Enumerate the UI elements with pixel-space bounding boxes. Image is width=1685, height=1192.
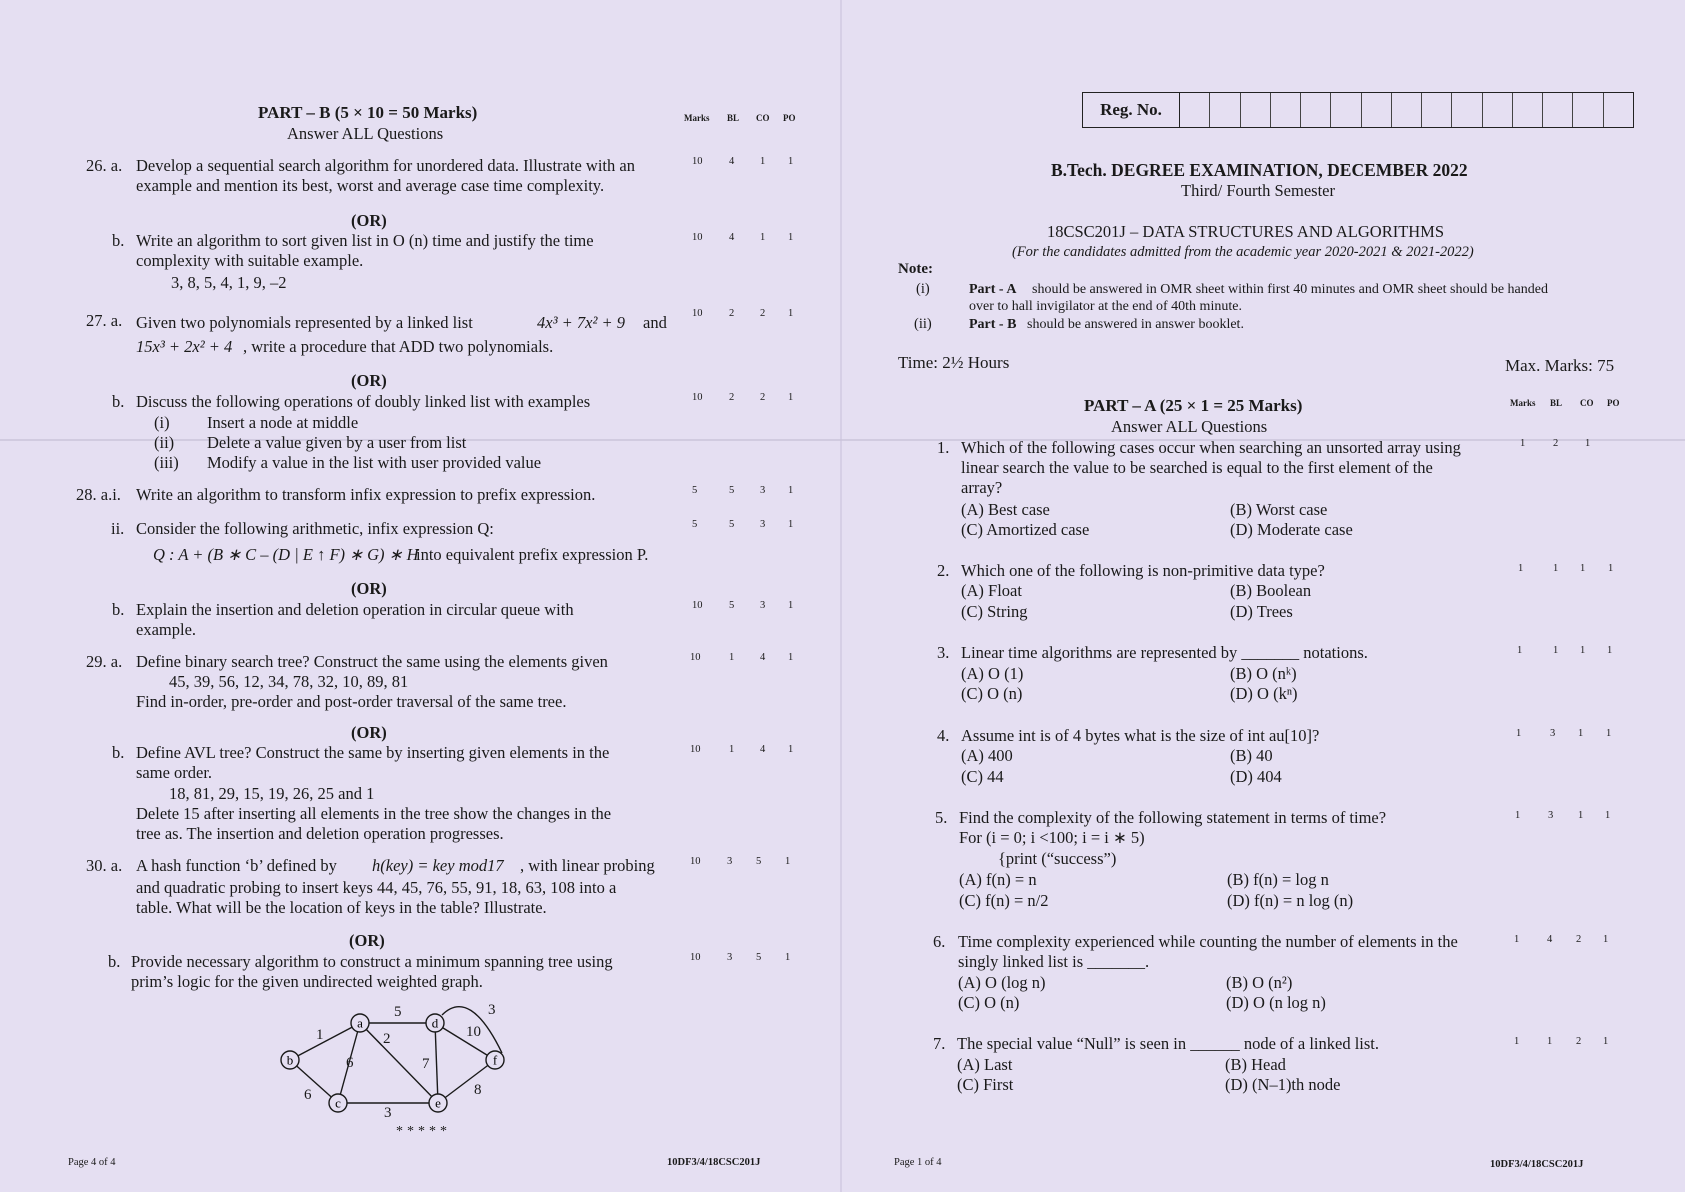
q28aii-marks: 5 <box>692 519 698 530</box>
mcq-number: 1. <box>937 438 950 457</box>
q30a-po: 1 <box>785 856 791 867</box>
q29a-number: 29. a. <box>86 652 123 671</box>
q29a-line1: Define binary search tree? Construct the same using the elements given <box>136 652 608 671</box>
q29b-bl: 1 <box>729 744 735 755</box>
q27b-item-text: Delete a value given by a user from list <box>207 433 467 452</box>
q28aii-co: 3 <box>760 519 766 530</box>
q27a-and: and <box>643 313 667 332</box>
q29b-line5: tree as. The insertion and deletion operation progresses. <box>136 824 504 843</box>
mcq-stem-line1: Find the complexity of the following statement in terms of time? <box>959 808 1387 827</box>
mcq-option-c: (C) First <box>957 1075 1014 1094</box>
q28b-number: b. <box>112 600 125 619</box>
mcq-po: 1 <box>1603 934 1609 945</box>
graph-edge-weight: 6 <box>304 1087 312 1103</box>
semester: Third/ Fourth Semester <box>1181 181 1335 200</box>
q26b-po: 1 <box>788 232 794 243</box>
mcq-option-c: (C) String <box>961 602 1028 621</box>
mcq-co: 1 <box>1585 438 1591 449</box>
q26a-line1: Develop a sequential search algorithm for unordered data. Illustrate with an <box>136 156 635 175</box>
mcq-bl: 4 <box>1547 934 1553 945</box>
graph-node-label: b <box>286 1052 294 1068</box>
mcq-option-a: (A) Float <box>961 581 1022 600</box>
q30b-co: 5 <box>756 952 762 963</box>
mcq-co: 1 <box>1578 810 1584 821</box>
q29b-line3: 18, 81, 29, 15, 19, 26, 25 and 1 <box>169 784 375 803</box>
q27a-po: 1 <box>788 308 794 319</box>
mcq-option-a: (A) O (log n) <box>958 973 1046 992</box>
q28ai-po: 1 <box>788 485 794 496</box>
or-divider: (OR) <box>351 211 387 230</box>
footer-page-number: Page 1 of 4 <box>894 1157 942 1168</box>
q29b-number: b. <box>112 743 125 762</box>
reg-no-box <box>1082 92 1634 128</box>
q27a-marks: 10 <box>692 308 703 319</box>
mcq-stem-line1: Assume int is of 4 bytes what is the size of int au[10]? <box>961 726 1320 745</box>
col-head-bl: BL <box>727 113 740 123</box>
mcq-option-b: (B) 40 <box>1230 746 1273 765</box>
mcq-option-c: (C) O (n) <box>961 684 1023 703</box>
q28ai-co: 3 <box>760 485 766 496</box>
part-a-instruction: Answer ALL Questions <box>1111 417 1268 436</box>
reg-no-cell[interactable] <box>1573 93 1603 127</box>
mcq-option-a: (A) f(n) = n <box>959 870 1037 889</box>
q30a-line3: table. What will be the location of keys in the table? Illustrate. <box>136 898 547 917</box>
q30a-number: 30. a. <box>86 856 123 875</box>
note-i-number: (i) <box>916 281 930 297</box>
mcq-stem-line2: For (i = 0; i <100; i = i ∗ 5) <box>959 828 1145 847</box>
reg-no-cell[interactable] <box>1210 93 1240 127</box>
q28aii-po: 1 <box>788 519 794 530</box>
mcq-option-a: (A) O (1) <box>961 664 1024 683</box>
mcq-option-d: (D) f(n) = n log (n) <box>1227 891 1354 910</box>
q27b-co: 2 <box>760 392 766 403</box>
note-i-part: Part - A <box>969 282 1017 297</box>
mcq-marks: 1 <box>1520 438 1526 449</box>
q30a-co: 5 <box>756 856 762 867</box>
mcq-bl: 2 <box>1553 438 1559 449</box>
q26b-number: b. <box>112 231 125 250</box>
mcq-stem-line1: Which of the following cases occur when searching an unsorted array using <box>961 438 1461 457</box>
q28b-co: 3 <box>760 600 766 611</box>
q29b-marks: 10 <box>690 744 701 755</box>
q27b-line1: Discuss the following operations of doubly linked list with examples <box>136 392 591 411</box>
q30a-line1: A hash function ‘b’ defined by <box>136 856 337 875</box>
reg-no-cell[interactable] <box>1331 93 1361 127</box>
q26a-co: 1 <box>760 156 766 167</box>
mcq-co: 1 <box>1580 563 1586 574</box>
reg-no-cell[interactable] <box>1483 93 1513 127</box>
col-head-bl: BL <box>1550 398 1563 408</box>
q27b-number: b. <box>112 392 125 411</box>
q28ai-line1: Write an algorithm to transform infix expression to prefix expression. <box>136 485 596 504</box>
mcq-option-c: (C) O (n) <box>958 993 1020 1012</box>
q29b-line4: Delete 15 after inserting all elements in the tree show the changes in the <box>136 804 612 823</box>
reg-no-label: Reg. No. <box>1083 93 1180 127</box>
mcq-stem-line3: array? <box>961 478 1003 497</box>
graph-node-label: f <box>492 1052 498 1068</box>
mcq-option-d: (D) O (kⁿ) <box>1230 684 1298 703</box>
q28aii-line2: into equivalent prefix expression P. <box>416 545 649 564</box>
mcq-po: 1 <box>1603 1036 1609 1047</box>
mcq-stem-line1: Time complexity experienced while counting the number of elements in the <box>958 932 1458 951</box>
q30a-line2: and quadratic probing to insert keys 44, 45, 76, 55, 91, 18, 63, 108 into a <box>136 878 617 897</box>
graph-node-label: c <box>335 1095 341 1111</box>
mcq-option-b: (B) Worst case <box>1230 500 1328 519</box>
mcq-number: 4. <box>937 726 950 745</box>
or-divider: (OR) <box>351 371 387 390</box>
reg-no-cell[interactable] <box>1180 93 1210 127</box>
q26a-bl: 4 <box>729 156 735 167</box>
q30b-number: b. <box>108 952 121 971</box>
q27a-poly2: 15x³ + 2x² + 4 <box>136 337 233 356</box>
part-b-instruction: Answer ALL Questions <box>287 124 444 143</box>
q27b-bl: 2 <box>729 392 735 403</box>
graph-edge-weight: 3 <box>488 1002 496 1018</box>
mcq-bl: 1 <box>1547 1036 1553 1047</box>
q27b-po: 1 <box>788 392 794 403</box>
reg-no-cell[interactable] <box>1362 93 1392 127</box>
reg-no-cell[interactable] <box>1543 93 1573 127</box>
q30a-hash-function: h(key) = key mod17 <box>372 856 504 875</box>
mcq-option-b: (B) Boolean <box>1230 581 1312 600</box>
col-head-po: PO <box>1607 398 1620 408</box>
or-divider: (OR) <box>349 931 385 950</box>
q26b-line3: 3, 8, 5, 4, 1, 9, –2 <box>171 273 287 292</box>
q27a-co: 2 <box>760 308 766 319</box>
q27b-item-num: (i) <box>154 413 170 432</box>
note-ii-part: Part - B <box>969 317 1017 332</box>
q28b-marks: 10 <box>692 600 703 611</box>
mcq-option-b: (B) f(n) = log n <box>1227 870 1329 889</box>
q28aii-number: ii. <box>111 519 125 538</box>
exam-title: B.Tech. DEGREE EXAMINATION, DECEMBER 2022 <box>1051 160 1468 180</box>
max-marks: Max. Marks: 75 <box>1505 356 1615 375</box>
q27b-marks: 10 <box>692 392 703 403</box>
mcq-stem-line1: Linear time algorithms are represented by _______ notations. <box>961 643 1368 662</box>
graph-edge-weight: 8 <box>474 1082 482 1098</box>
reg-no-cell[interactable] <box>1422 93 1452 127</box>
mcq-option-c: (C) 44 <box>961 767 1004 786</box>
graph-node-label: e <box>435 1095 441 1111</box>
mcq-co: 2 <box>1576 934 1582 945</box>
q27b-item-num: (ii) <box>154 433 175 452</box>
q28ai-bl: 5 <box>729 485 735 496</box>
graph-node-label: a <box>357 1015 363 1031</box>
q26a-marks: 10 <box>692 156 703 167</box>
mcq-option-b: (B) O (nᵏ) <box>1230 664 1297 683</box>
mcq-marks: 1 <box>1518 563 1524 574</box>
reg-no-cell[interactable] <box>1301 93 1331 127</box>
q27a-poly1: 4x³ + 7x² + 9 <box>537 313 626 332</box>
footer-code: 10DF3/4/18CSC201J <box>1490 1159 1584 1170</box>
col-head-co: CO <box>756 113 770 123</box>
mcq-bl: 1 <box>1553 645 1559 656</box>
exam-time: Time: 2½ Hours <box>898 353 1010 372</box>
graph-edge-d-f <box>435 1023 495 1060</box>
left-page <box>0 0 842 1192</box>
mcq-marks: 1 <box>1517 645 1523 656</box>
graph-node-label: d <box>431 1015 439 1031</box>
q27a-line2: , write a procedure that ADD two polynomials. <box>243 337 554 356</box>
mcq-option-c: (C) f(n) = n/2 <box>959 891 1049 910</box>
q26a-number: 26. a. <box>86 156 123 175</box>
q27a-number: 27. a. <box>86 311 123 330</box>
reg-no-cell[interactable] <box>1604 93 1633 127</box>
graph-edge-weight: 7 <box>422 1056 430 1072</box>
end-stars: ***** <box>396 1124 451 1139</box>
reg-no-cell[interactable] <box>1271 93 1301 127</box>
mcq-number: 5. <box>935 808 948 827</box>
mcq-option-d: (D) O (n log n) <box>1226 993 1326 1012</box>
q26b-bl: 4 <box>729 232 735 243</box>
reg-no-cell[interactable] <box>1513 93 1543 127</box>
col-head-co: CO <box>1580 398 1594 408</box>
q26a-po: 1 <box>788 156 794 167</box>
graph-edge-weight: 3 <box>384 1105 392 1120</box>
mcq-option-d: (D) Trees <box>1230 602 1293 621</box>
q28b-po: 1 <box>788 600 794 611</box>
q28aii-expression: Q : A + (B ∗ C – (D | E ↑ F) ∗ G) ∗ H <box>153 545 419 564</box>
q30b-line2: prim’s logic for the given undirected weighted graph. <box>131 972 483 991</box>
q30a-bl: 3 <box>727 856 733 867</box>
q29b-line2: same order. <box>136 763 213 782</box>
or-divider: (OR) <box>351 579 387 598</box>
mcq-marks: 1 <box>1516 728 1522 739</box>
q26b-marks: 10 <box>692 232 703 243</box>
mcq-option-d: (D) (N–1)th node <box>1225 1075 1341 1094</box>
q28aii-line1: Consider the following arithmetic, infix expression Q: <box>136 519 494 538</box>
reg-no-cell[interactable] <box>1392 93 1422 127</box>
graph-edge-e-f <box>438 1060 495 1103</box>
col-head-marks: Marks <box>684 113 710 123</box>
q27b-item-text: Insert a node at middle <box>207 413 359 432</box>
mcq-number: 7. <box>933 1034 946 1053</box>
or-divider: (OR) <box>351 723 387 742</box>
mcq-stem-line1: The special value “Null” is seen in ______ node of a linked list. <box>957 1034 1380 1053</box>
q28b-bl: 5 <box>729 600 735 611</box>
mcq-stem-line1: Which one of the following is non-primitive data type? <box>961 561 1325 580</box>
col-head-po: PO <box>783 113 796 123</box>
mcq-bl: 1 <box>1553 563 1559 574</box>
mcq-option-a: (A) Best case <box>961 500 1050 519</box>
mcq-option-d: (D) 404 <box>1230 767 1282 786</box>
graph-edge-weight: 2 <box>383 1031 391 1047</box>
q29b-co: 4 <box>760 744 766 755</box>
q28b-line1: Explain the insertion and deletion operation in circular queue with <box>136 600 574 619</box>
note-ii-text: should be answered in answer booklet. <box>1027 317 1244 332</box>
mcq-option-d: (D) Moderate case <box>1230 520 1353 539</box>
mcq-marks: 1 <box>1514 1036 1520 1047</box>
q26a-line2: example and mention its best, worst and average case time complexity. <box>136 176 605 195</box>
q30b-marks: 10 <box>690 952 701 963</box>
part-a-title: PART – A (25 × 1 = 25 Marks) <box>1084 396 1303 415</box>
mcq-stem-line2: singly linked list is _______. <box>958 952 1150 971</box>
q28ai-marks: 5 <box>692 485 698 496</box>
mcq-po: 1 <box>1608 563 1614 574</box>
mcq-co: 1 <box>1578 728 1584 739</box>
q29a-co: 4 <box>760 652 766 663</box>
q29a-line2: 45, 39, 56, 12, 34, 78, 32, 10, 89, 81 <box>169 672 409 691</box>
q29a-po: 1 <box>788 652 794 663</box>
q27a-bl: 2 <box>729 308 735 319</box>
mcq-number: 3. <box>937 643 950 662</box>
mcq-po: 1 <box>1607 645 1613 656</box>
q30b-line1: Provide necessary algorithm to construct a minimum spanning tree using <box>131 952 613 971</box>
mcq-option-b: (B) O (n²) <box>1226 973 1293 992</box>
mcq-po: 1 <box>1606 728 1612 739</box>
graph-edge-weight: 6 <box>346 1055 354 1071</box>
q27b-item-num: (iii) <box>154 453 179 472</box>
q28aii-bl: 5 <box>729 519 735 530</box>
mcq-co: 1 <box>1580 645 1586 656</box>
part-b-title: PART – B (5 × 10 = 50 Marks) <box>258 103 478 122</box>
q29a-line3: Find in-order, pre-order and post-order traversal of the same tree. <box>136 692 567 711</box>
q28ai-number: 28. a.i. <box>76 485 121 504</box>
mcq-option-c: (C) Amortized case <box>961 520 1090 539</box>
graph-edge-weight: 5 <box>394 1004 402 1020</box>
q27b-item-text: Modify a value in the list with user provided value <box>207 453 542 472</box>
graph-edge-weight: 1 <box>316 1027 324 1043</box>
note-i-text2: over to hall invigilator at the end of 40th minute. <box>969 299 1242 314</box>
course-title: 18CSC201J – DATA STRUCTURES AND ALGORITHMS <box>1047 222 1445 241</box>
mcq-co: 2 <box>1576 1036 1582 1047</box>
mcq-bl: 3 <box>1548 810 1554 821</box>
mcq-option-a: (A) Last <box>957 1055 1013 1074</box>
mcq-stem-line3: {print (“success”) <box>998 849 1117 868</box>
q26b-line2: complexity with suitable example. <box>136 251 364 270</box>
q27a-line1: Given two polynomials represented by a linked list <box>136 313 473 332</box>
q30b-po: 1 <box>785 952 791 963</box>
col-head-marks: Marks <box>1510 398 1536 408</box>
q26b-line1: Write an algorithm to sort given list in O (n) time and justify the time <box>136 231 594 250</box>
mcq-po: 1 <box>1605 810 1611 821</box>
note-i-text: should be answered in OMR sheet within first 40 minutes and OMR sheet should be handed <box>1032 282 1548 297</box>
q29b-line1: Define AVL tree? Construct the same by inserting given elements in the <box>136 743 610 762</box>
graph-edge-d-e <box>435 1023 438 1103</box>
candidates-note: (For the candidates admitted from the academic year 2020-2021 & 2021-2022) <box>1012 244 1474 260</box>
q28b-line2: example. <box>136 620 197 639</box>
reg-no-cell[interactable] <box>1452 93 1482 127</box>
mcq-number: 6. <box>933 932 946 951</box>
mcq-option-b: (B) Head <box>1225 1055 1286 1074</box>
footer-page-number: Page 4 of 4 <box>68 1157 116 1168</box>
q30a-line1-post: , with linear probing <box>520 856 655 875</box>
note-label: Note: <box>898 261 933 277</box>
graph-edge-weight: 10 <box>466 1024 481 1040</box>
mcq-stem-line2: linear search the value to be searched is equal to the first element of the <box>961 458 1433 477</box>
q30a-marks: 10 <box>690 856 701 867</box>
mcq-bl: 3 <box>1550 728 1556 739</box>
mcq-marks: 1 <box>1514 934 1520 945</box>
q29b-po: 1 <box>788 744 794 755</box>
weighted-graph-diagram <box>270 995 530 1120</box>
mcq-option-a: (A) 400 <box>961 746 1013 765</box>
q26b-co: 1 <box>760 232 766 243</box>
mcq-marks: 1 <box>1515 810 1521 821</box>
footer-code: 10DF3/4/18CSC201J <box>667 1157 761 1168</box>
q29a-bl: 1 <box>729 652 735 663</box>
reg-no-cell[interactable] <box>1241 93 1271 127</box>
q29a-marks: 10 <box>690 652 701 663</box>
note-ii-number: (ii) <box>914 316 932 332</box>
q30b-bl: 3 <box>727 952 733 963</box>
mcq-number: 2. <box>937 561 950 580</box>
